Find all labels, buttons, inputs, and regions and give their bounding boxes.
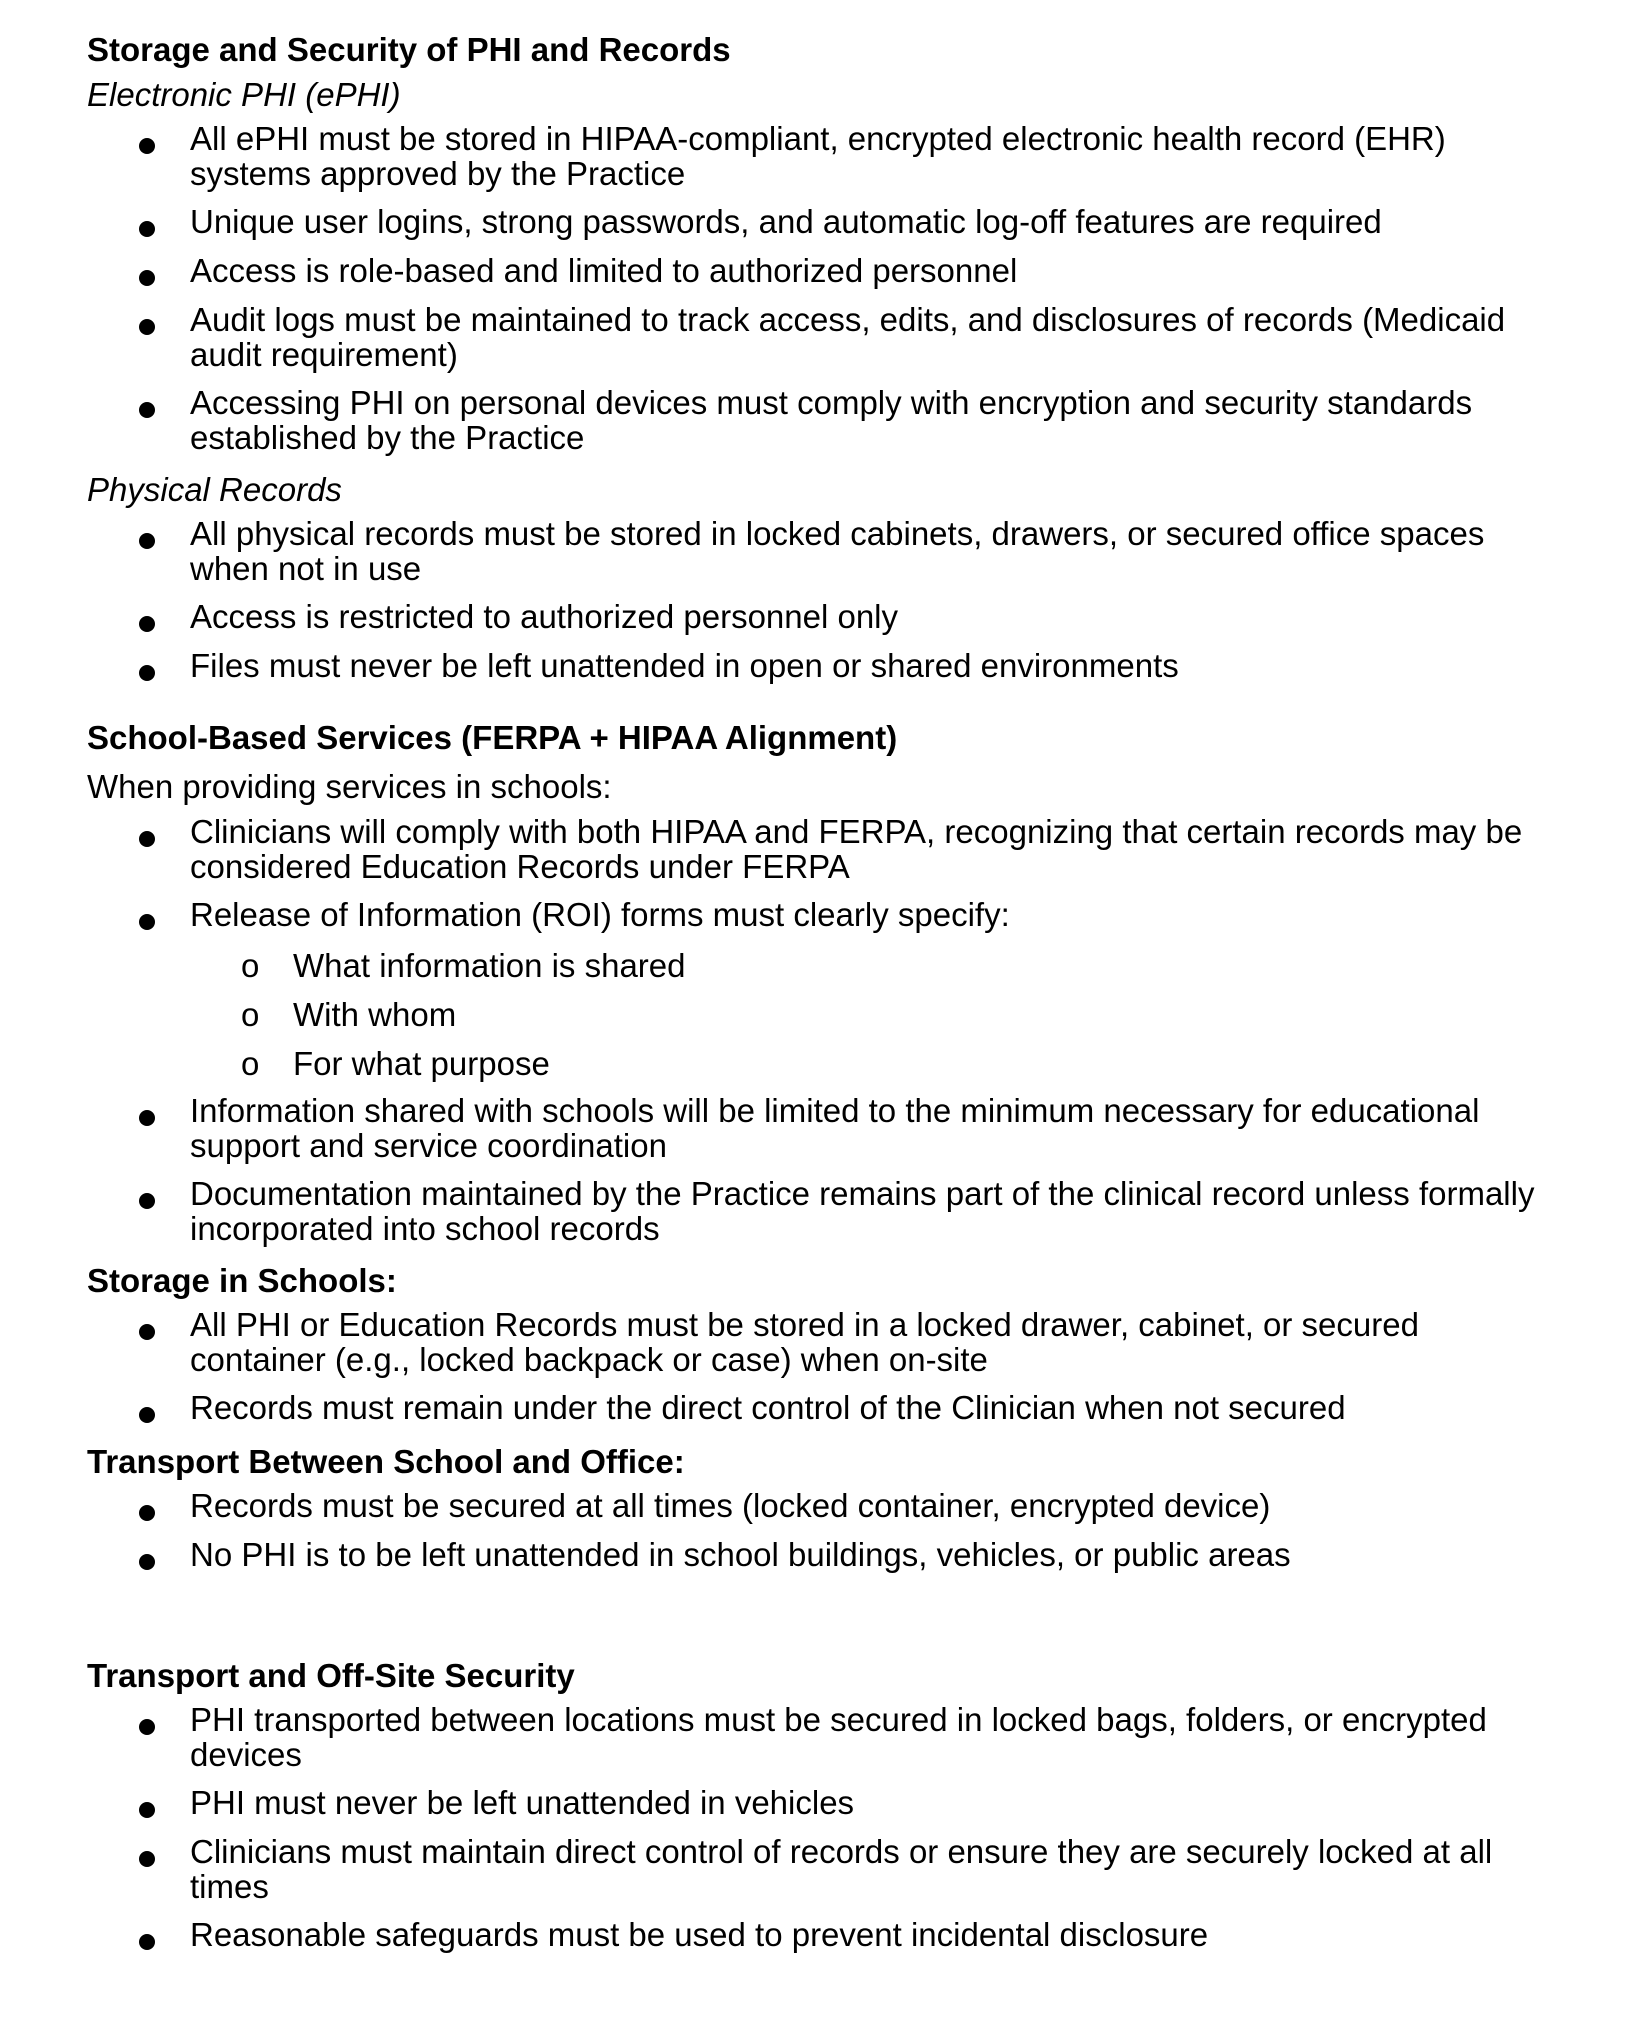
list-item-text: Files must never be left unattended in open or shared environments xyxy=(190,647,1179,684)
list-item xyxy=(0,649,1634,689)
sub-list-item-text: What information is shared xyxy=(293,947,686,984)
sub-list-item-text: With whom xyxy=(293,996,457,1033)
list-item-text: Accessing PHI on personal devices must comply with encryption and security standards established by the Practice xyxy=(190,384,1473,456)
list-item-text: Clinicians will comply with both HIPAA and FERPA, recognizing that certain records may be considered Education Records under FERPA xyxy=(190,813,1523,885)
list-item-text: Access is role-based and limited to authorized personnel xyxy=(190,252,1018,289)
bullet-icon xyxy=(139,1407,155,1423)
bullet-icon xyxy=(139,138,155,154)
list-item xyxy=(0,1391,1634,1431)
subsection-heading xyxy=(0,1256,1634,1306)
list-item-text: PHI must never be left unattended in vehicles xyxy=(190,1784,855,1821)
list-item-text: All ePHI must be stored in HIPAA-compliant, encrypted electronic health record (EHR) systems approved by the Practice xyxy=(190,120,1446,192)
list-item xyxy=(0,1489,1634,1529)
section-heading xyxy=(0,1651,1634,1701)
list-item xyxy=(0,1177,1634,1247)
list-item xyxy=(0,1918,1634,1958)
section-title-offsite: Transport and Off-Site Security xyxy=(87,1657,575,1694)
bullet-icon xyxy=(139,1324,155,1340)
subheading xyxy=(0,70,1634,120)
circle-bullet-icon: o xyxy=(241,1045,260,1082)
bullet-icon xyxy=(139,665,155,681)
transport-school-heading: Transport Between School and Office: xyxy=(87,1443,685,1480)
subheading-ephi: Electronic PHI (ePHI) xyxy=(87,76,401,113)
sub-list-item-text: For what purpose xyxy=(293,1045,550,1082)
bullet-icon xyxy=(139,270,155,286)
bullet-icon xyxy=(139,1193,155,1209)
bullet-icon xyxy=(139,1110,155,1126)
bullet-icon xyxy=(139,1934,155,1950)
subheading-physical: Physical Records xyxy=(87,471,342,508)
sub-list-item xyxy=(0,1039,1634,1089)
list-item xyxy=(0,517,1634,587)
sub-list-item xyxy=(0,990,1634,1040)
list-item xyxy=(0,386,1634,456)
bullet-icon xyxy=(139,319,155,335)
subheading xyxy=(0,465,1634,515)
list-item xyxy=(0,205,1634,245)
list-item xyxy=(0,303,1634,373)
subsection-heading xyxy=(0,1437,1634,1487)
list-item xyxy=(0,122,1634,192)
list-item xyxy=(0,600,1634,640)
list-item-text: Records must be secured at all times (locked container, encrypted device) xyxy=(190,1487,1271,1524)
list-item xyxy=(0,898,1634,938)
paragraph xyxy=(0,762,1634,812)
list-item-text: All physical records must be stored in locked cabinets, drawers, or secured office spaces when not in use xyxy=(190,515,1485,587)
bullet-icon xyxy=(139,1719,155,1735)
list-item-text: Clinicians must maintain direct control of records or ensure they are securely locked at all times xyxy=(190,1833,1493,1905)
bullet-icon xyxy=(139,402,155,418)
bullet-icon xyxy=(139,1554,155,1570)
bullet-icon xyxy=(139,1802,155,1818)
bullet-icon xyxy=(139,533,155,549)
list-item-text: Documentation maintained by the Practice remains part of the clinical record unless formally incorporated into school records xyxy=(190,1175,1535,1247)
list-item-text: Audit logs must be maintained to track access, edits, and disclosures of records (Medicaid audit requirement) xyxy=(190,301,1506,373)
school-intro: When providing services in schools: xyxy=(87,768,612,805)
section-title-school: School-Based Services (FERPA + HIPAA Alignment) xyxy=(87,719,898,756)
list-item-text: Records must remain under the direct control of the Clinician when not secured xyxy=(190,1389,1346,1426)
list-item xyxy=(0,1786,1634,1826)
list-item-text: Reasonable safeguards must be used to prevent incidental disclosure xyxy=(190,1916,1209,1953)
list-item-text: Information shared with schools will be limited to the minimum necessary for educational support and service coordination xyxy=(190,1092,1480,1164)
bullet-icon xyxy=(139,221,155,237)
bullet-icon xyxy=(139,914,155,930)
section-heading xyxy=(0,713,1634,763)
list-item xyxy=(0,1308,1634,1378)
list-item xyxy=(0,815,1634,885)
bullet-icon xyxy=(139,831,155,847)
circle-bullet-icon: o xyxy=(241,947,260,984)
section-heading xyxy=(0,25,1634,75)
bullet-icon xyxy=(139,616,155,632)
bullet-icon xyxy=(139,1505,155,1521)
section-title-storage: Storage and Security of PHI and Records xyxy=(87,31,731,68)
list-item-text: PHI transported between locations must be secured in locked bags, folders, or encrypted devices xyxy=(190,1701,1487,1773)
sub-list-item xyxy=(0,941,1634,991)
list-item xyxy=(0,1094,1634,1164)
bullet-icon xyxy=(139,1851,155,1867)
storage-in-schools-heading: Storage in Schools: xyxy=(87,1262,397,1299)
list-item xyxy=(0,1835,1634,1905)
list-item-text: No PHI is to be left unattended in school buildings, vehicles, or public areas xyxy=(190,1536,1291,1573)
list-item-text: Release of Information (ROI) forms must clearly specify: xyxy=(190,896,1010,933)
list-item xyxy=(0,1538,1634,1578)
list-item xyxy=(0,1703,1634,1773)
circle-bullet-icon: o xyxy=(241,996,260,1033)
list-item-text: Access is restricted to authorized personnel only xyxy=(190,598,899,635)
list-item xyxy=(0,254,1634,294)
list-item-text: All PHI or Education Records must be stored in a locked drawer, cabinet, or secured container (e.g., locked backpack or case) when on-site xyxy=(190,1306,1419,1378)
list-item-text: Unique user logins, strong passwords, and automatic log-off features are required xyxy=(190,203,1382,240)
